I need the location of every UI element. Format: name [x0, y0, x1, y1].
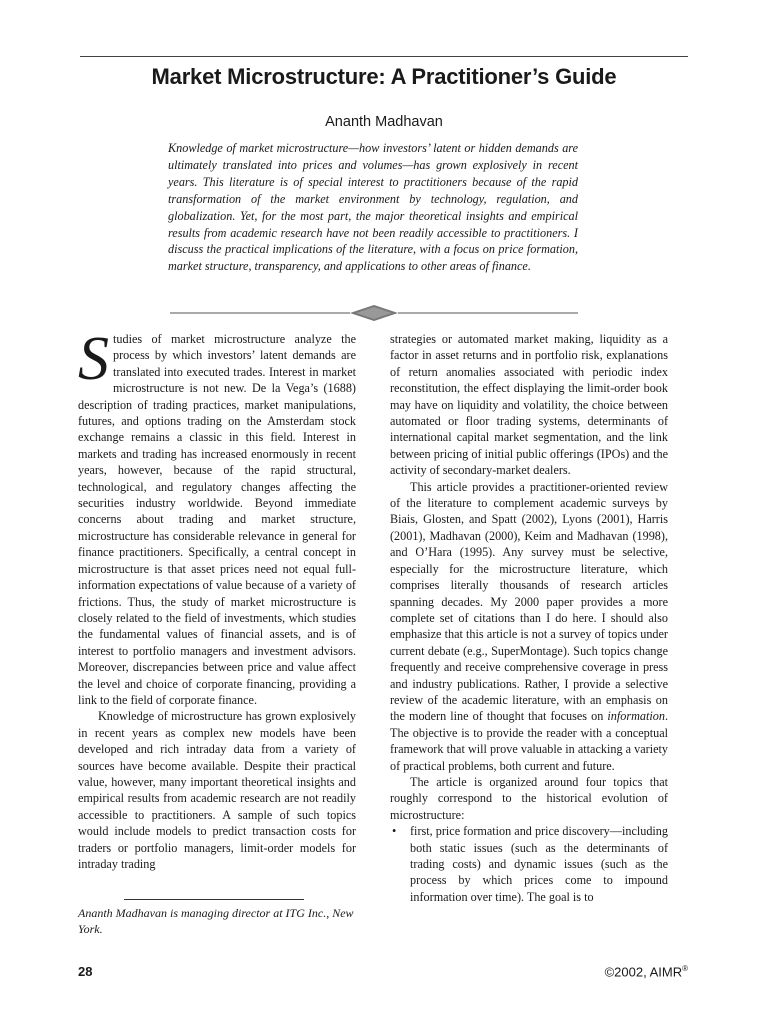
top-rule: [80, 56, 688, 57]
paragraph-text: This article provides a practitioner-oriented review of the literature to complement academic surveys by Biais, Glosten, and Spatt (2002), Lyons (2001), Harris (2001), Madhavan (2000), Keim and Madhavan (1998), and O’Hara (1995). Any survey must be selective, especially for the microstructure literature, which comprises literally thousands of research articles spanning decades. My 2000 paper provides a more complete set of citations than I do here. I should also emphasize that this article is not a survey of topics under current debate (e.g., SuperMontage). Such topics change frequently and receive comprehensive coverage in press and industry publications. Rather, I provide a selective review of the academic literature, with an emphasis on the modern line of thought that focuses on: [390, 479, 668, 724]
copyright-notice: [605, 964, 688, 979]
topic-list: [390, 823, 668, 905]
registered-mark: ®: [682, 964, 688, 973]
article-author: Ananth Madhavan: [325, 114, 443, 130]
footnote-rule: [124, 899, 304, 900]
emphasis-text: information: [607, 709, 665, 724]
abstract: Knowledge of market microstructure—how investors’ latent or hidden demands are ultimately translated into prices and volumes—has grown explosively in recent years. This literature is of special interest to practitioners because of the rapid transformation of the market environment by technology, regulation, and globalization. Yet, for the most part, the major theoretical insights and empirical results from academic research have not been readily accessible to practitioners. I discuss the practical implications of the literature, with a focus on price formation, market structure, transparency, and applications to other areas of finance.: [168, 141, 578, 274]
right-column: [390, 331, 668, 905]
paragraph-text-end: . The objective is to provide the reader with a conceptual framework that will prove valuable in attacking a variety of practical problems, both current and future.: [390, 709, 668, 773]
left-column: [78, 325, 356, 872]
body-paragraph: [390, 479, 668, 774]
intro-paragraph: [78, 325, 356, 708]
article-title: Market Microstructure: A Practitioner’s Guide: [151, 64, 617, 89]
list-item: • first, price formation and price discovery—including both static issues (such as the determinants of trading costs) and dynamic issues (such as the process by which prices come to impound information over time). The goal is to: [390, 823, 668, 905]
copyright-text: ©2002, AIMR: [604, 964, 683, 980]
body-paragraph: strategies or automated market making, liquidity as a factor in asset returns and in portfolio risk, explanations of return anomalies associated with periodic index reconstitution, the effect displaying the limit-order book may have on liquidity and volatility, the choice between automated or floor trading systems, determinants of international capital market segmentation, and the link between pricing of initial public offerings (IPOs) and the activity of secondary-market dealers.: [390, 332, 668, 478]
author-footnote: Ananth Madhavan is managing director at ITG Inc., New York.: [78, 906, 354, 936]
body-paragraph: The article is organized around four topics that roughly correspond to the historical evolution of microstructure:: [390, 774, 668, 822]
page-number: 28: [78, 964, 93, 979]
intro-text: tudies of market microstructure analyze the process by which investors’ latent demands are translated into executed trades. Interest in market microstructure is not new. De la Vega’s (1688) description of trading practices, market manipulations, futures, and options trading on the Amsterdam stock exchange remains a classic in this field. Interest in markets and trading has increased enormously in recent years, however, because of the rapid structural, technological, and regulatory changes affecting the securities industry worldwide. Beyond immediate concerns about trading and market structure, microstructure has considerable relevance in general for finance practitioners. Specifically, a central concept in microstructure is that asset prices need not equal full-information expectations of value because of a variety of frictions. Thus, the study of market microstructure is closely related to the field of investments, which studies the fundamental values of financial assets, and is of interest to portfolio managers and investment advisors. Moreover, discrepancies between price and value affect the level and choice of corporate financing, providing a link to the field of corporate finance.: [78, 332, 356, 707]
divider-ornament-icon: [170, 304, 578, 322]
body-paragraph: Knowledge of microstructure has grown explosively in recent years as complex new models have been developed and rich intraday data from a variety of sources have become available. Despite their practical value, however, many important theoretical insights and empirical results from academic research are not readily accessible to practitioners. A sample of such topics would include models to predict transaction costs for traders or portfolio managers, limit-order models for intraday trading: [78, 709, 356, 871]
drop-cap: S: [78, 325, 109, 393]
